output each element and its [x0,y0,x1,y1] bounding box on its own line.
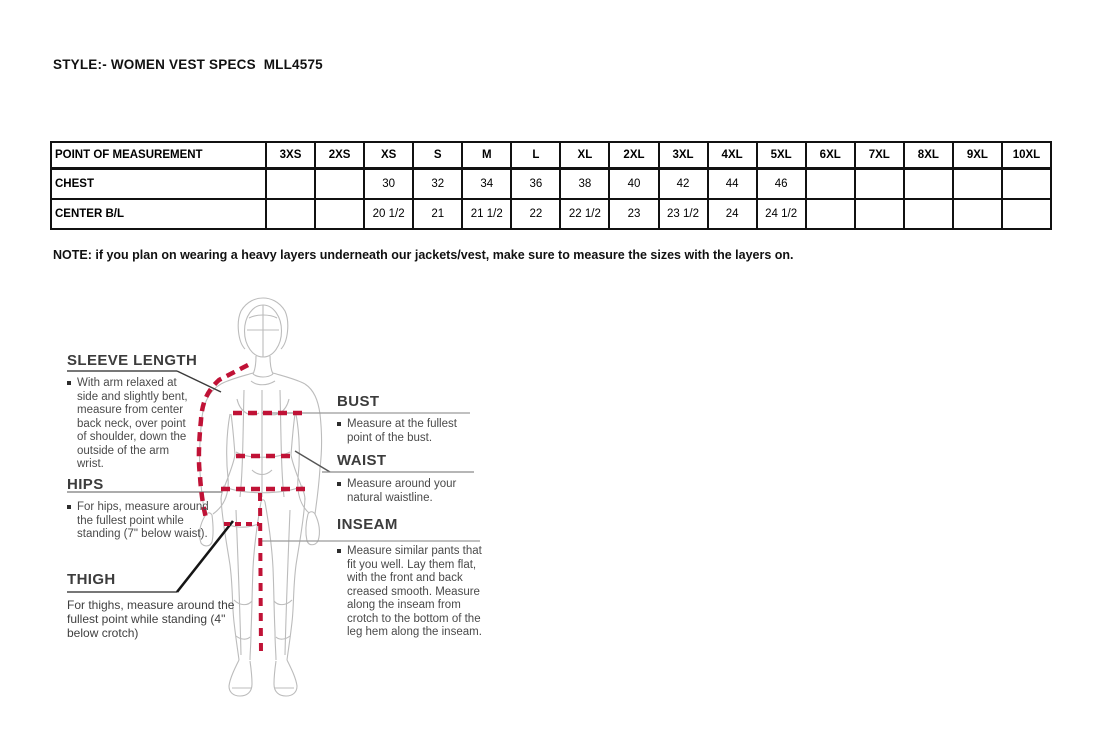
inseam-title: INSEAM [337,516,398,533]
header-size: L [511,142,560,169]
sleeve-length-description: With arm relaxed at side and slightly bent, measure from center back neck, over point of shoulder, down the outside of the arm wrist. [67,377,189,472]
value-cell: 24 1/2 [757,199,806,229]
waist-label [337,453,387,469]
row-label: CHEST [51,169,266,200]
bullet-icon [337,422,341,426]
header-size: M [462,142,511,169]
value-cell: 23 1/2 [659,199,708,229]
value-cell: 42 [659,169,708,200]
value-cell: 34 [462,169,511,200]
header-size: 3XS [266,142,315,169]
bullet-icon [337,482,341,486]
bullet-icon [67,381,71,385]
thigh-label [67,572,116,588]
waist-description: Measure around your natural waistline. [337,478,472,505]
value-cell: 44 [708,169,757,200]
hips-title: HIPS [67,476,104,493]
header-size: XS [364,142,413,169]
header-size: 8XL [904,142,953,169]
header-size: 6XL [806,142,855,169]
value-cell: 20 1/2 [364,199,413,229]
value-cell: 40 [609,169,658,200]
header-size: 3XL [659,142,708,169]
value-cell: 22 [511,199,560,229]
header-size: 2XL [609,142,658,169]
hips-label [67,477,104,493]
bust-title: BUST [337,393,380,410]
hips-description: For hips, measure around the fullest point while standing (7" below waist). [67,501,209,542]
value-cell: 24 [708,199,757,229]
inseam-description: Measure similar pants that fit you well. Lay them flat, with the front and back creased smooth. Measure along the inseam from crotch to the bottom of the leg hem along the inseam. [337,545,483,640]
header-size: 10XL [1002,142,1051,169]
thigh-description: For thighs, measure around the fullest point while standing (4" below crotch) [67,598,235,641]
header-point-of-measurement: POINT OF MEASUREMENT [51,142,266,169]
bust-description: Measure at the fullest point of the bust. [337,418,465,445]
thigh-title: THIGH [67,571,116,588]
header-size: 4XL [708,142,757,169]
inseam-measure-line [260,493,261,654]
value-cell: 21 [413,199,462,229]
value-cell: 23 [609,199,658,229]
header-size: S [413,142,462,169]
value-cell: 36 [511,169,560,200]
header-size: 7XL [855,142,904,169]
page-title: STYLE:- WOMEN VEST SPECS MLL4575 [53,57,323,72]
header-size: XL [560,142,609,169]
bullet-icon [67,505,71,509]
value-cell: 32 [413,169,462,200]
value-cell: 30 [364,169,413,200]
value-cell: 38 [560,169,609,200]
bust-label [337,394,379,410]
value-cell: 46 [757,169,806,200]
header-size: 5XL [757,142,806,169]
sleeve-length-title: SLEEVE LENGTH [67,352,198,369]
waist-title: WAIST [337,452,387,469]
header-size: 2XS [315,142,364,169]
note-text: NOTE: if you plan on wearing a heavy layers underneath our jackets/vest, make sure to measure the sizes with the layers on. [53,248,794,262]
bullet-icon [337,549,341,553]
waist-leader-line [295,451,330,472]
sleeve-length-label [67,353,197,369]
row-label: CENTER B/L [51,199,266,229]
value-cell: 22 1/2 [560,199,609,229]
inseam-label [337,517,398,533]
header-size: 9XL [953,142,1002,169]
value-cell: 21 1/2 [462,199,511,229]
